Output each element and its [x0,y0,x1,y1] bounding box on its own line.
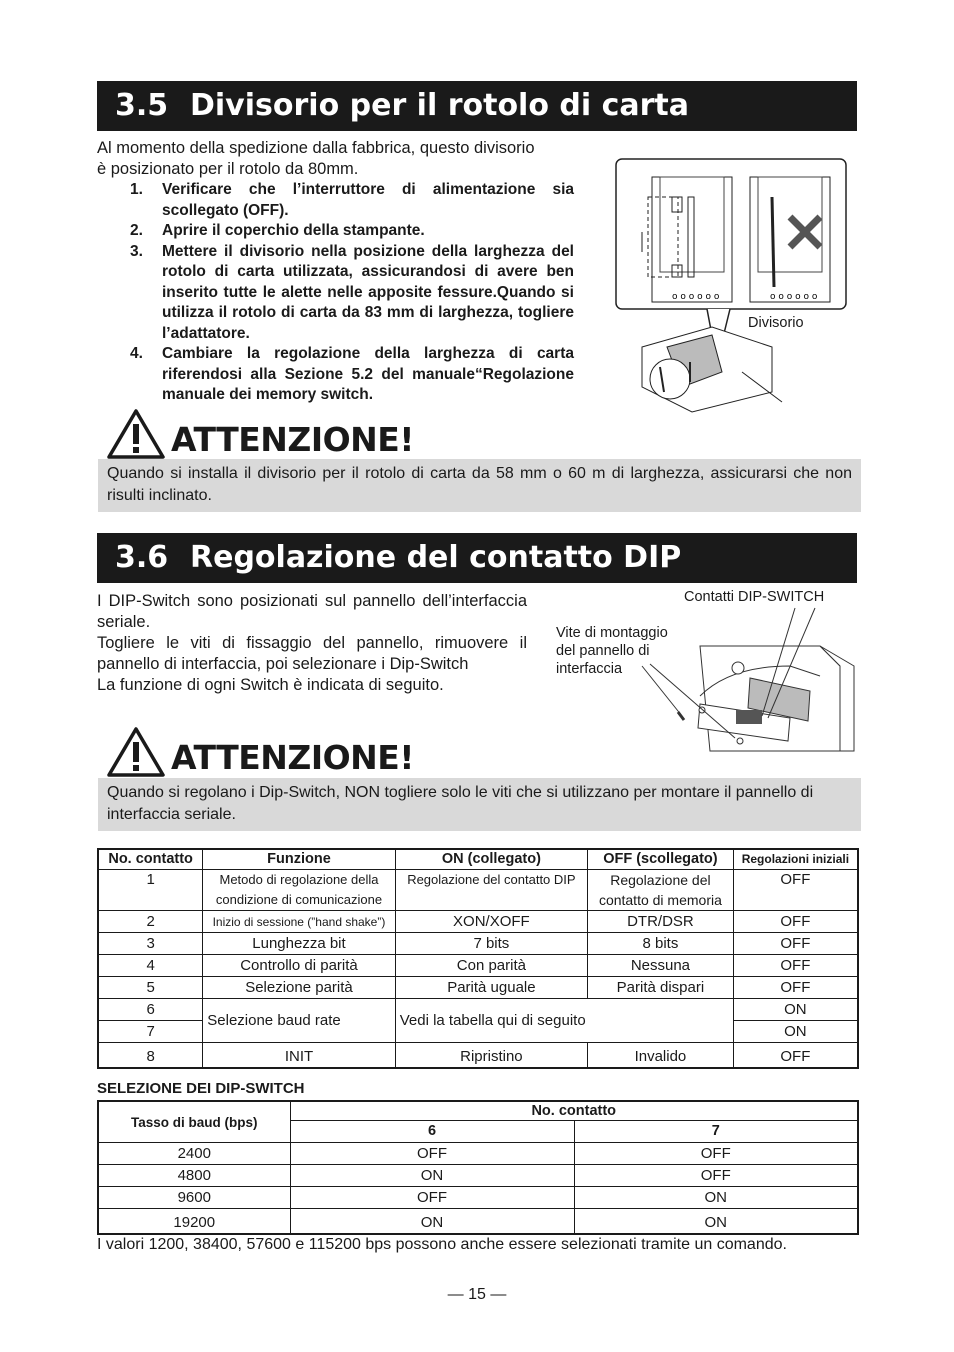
table-cell: 3 [98,933,203,955]
s35-steps-list [130,180,574,406]
warning-text: Quando si installa il divisorio per il rotolo di carta da 58 mm o 60 m di larghezza, assicurarsi che non risulti inclinato. [107,465,852,504]
table-cell: OFF [290,1143,574,1165]
table-row [98,999,858,1021]
screw-label-line: del pannello di [556,643,650,659]
table-cell: 9600 [98,1187,290,1209]
s36-paragraph-2: Togliere le viti di fissaggio del pannello, rimuovere il pannello di interfaccia, poi selezionare i Dip-Switch [97,634,527,673]
table-cell: Lunghezza bit [203,933,395,955]
table-cell: 8 [98,1043,203,1069]
table-row [98,870,858,911]
table-header-row [98,849,858,870]
warning-box [98,459,861,512]
column-header: Regolazioni iniziali [733,849,858,870]
table-cell: XON/XOFF [395,911,587,933]
table-cell: Controllo di parità [203,955,395,977]
table-cell: Regolazione del contatto DIP [395,870,587,911]
step-item [130,344,574,406]
section-number: 3.6 [115,540,169,575]
table-cell: 7 bits [395,933,587,955]
table-cell: OFF [574,1165,858,1187]
table-cell: OFF [290,1187,574,1209]
step-text: Cambiare la regolazione della larghezza di carta riferendosi alla Sezione 5.2 del manuale“Regolazione manuale dei memory switch. [162,345,574,403]
section-number: 3.5 [115,88,169,123]
table-cell: ON [574,1187,858,1209]
dip-switch-illustration [640,606,855,756]
table-cell: Vedi la tabella qui di seguito [395,999,733,1043]
table-cell: Parità dispari [588,977,734,999]
table-cell: Selezione parità [203,977,395,999]
table-cell: OFF [733,955,858,977]
s36-paragraph-3: La funzione di ogni Switch è indicata di seguito. [97,676,444,694]
table-cell: 4800 [98,1165,290,1187]
table-cell: OFF [733,933,858,955]
divider-illustration [612,157,852,417]
svg-text:o o o o o o: o o o o o o [672,292,720,302]
step-text: Aprire il coperchio della stampante. [162,222,425,239]
table-cell: Invalido [588,1043,734,1069]
warning-triangle-icon [106,408,166,460]
table-cell: 7 [98,1021,203,1043]
step-number: 4. [130,345,143,362]
table-row [98,977,858,999]
table-cell: Selezione baud rate [203,999,395,1043]
page-number: — 15 — [447,1286,507,1303]
warning-triangle-icon [106,726,166,778]
s36-paragraph-1: I DIP-Switch sono posizionati sul pannello dell’interfaccia seriale. [97,592,527,631]
step-number: 3. [130,242,143,260]
warning-box [98,778,861,831]
column-header: ON (collegato) [395,849,587,870]
table-cell: 19200 [98,1209,290,1235]
section-3-5-title [97,81,857,131]
table-row [98,1043,858,1069]
column-header: No. contatto [290,1101,858,1121]
step-item [130,221,574,242]
s36-paragraphs [97,591,527,696]
table-cell: 2400 [98,1143,290,1165]
table-cell: OFF [574,1143,858,1165]
section-title-text: Regolazione del contatto DIP [190,540,682,575]
table-cell: ON [733,1021,858,1043]
table-row [98,955,858,977]
step-number: 1. [130,181,143,198]
warning-title: ATTENZIONE! [171,738,414,777]
table-cell: 5 [98,977,203,999]
table-cell: ON [290,1165,574,1187]
column-header: 7 [574,1121,858,1143]
table-row [98,1143,858,1165]
table-cell: 8 bits [588,933,734,955]
s35-intro-line-2: è posizionato per il rotolo da 80mm. [97,160,359,178]
table-row [98,933,858,955]
section-3-6-title [97,533,857,583]
table-cell: INIT [203,1043,395,1069]
table-cell: OFF [733,977,858,999]
column-header: Tasso di baud (bps) [98,1101,290,1143]
table-row [98,1209,858,1235]
table-cell: ON [733,999,858,1021]
divider-figure-label: Divisorio [748,315,804,331]
s35-intro-line-1: Al momento della spedizione dalla fabbrica, questo divisorio [97,139,535,157]
table-cell: ON [574,1209,858,1235]
step-text: Verificare che l’interruttore di alimentazione sia scollegato (OFF). [162,181,574,219]
table-cell: 4 [98,955,203,977]
warning-text: Quando si regolano i Dip-Switch, NON togliere solo le viti che si utilizzano per montare il pannello di interfaccia seriale. [107,784,814,823]
screw-label-line: interfaccia [556,661,623,677]
table-cell: Regolazione del contatto di memoria [588,870,734,911]
baud-rate-note: I valori 1200, 38400, 57600 e 115200 bps possono anche essere selezionati tramite un comando. [97,1236,787,1253]
table-cell: OFF [733,870,858,911]
table-cell: DTR/DSR [588,911,734,933]
step-item [130,242,574,345]
section-title-text: Divisorio per il rotolo di carta [190,88,689,123]
table-cell: Inizio di sessione (”hand shake”) [203,911,395,933]
column-header: OFF (scollegato) [588,849,734,870]
table-cell: Metodo di regolazione della condizione di comunicazione [203,870,395,911]
warning-title: ATTENZIONE! [171,420,414,459]
table-row [98,911,858,933]
table-cell: Nessuna [588,955,734,977]
table-cell: Ripristino [395,1043,587,1069]
baud-rate-table [97,1100,859,1235]
table-row [98,1187,858,1209]
table-row [98,1165,858,1187]
column-header: No. contatto [98,849,203,870]
svg-text:o o o o o o: o o o o o o [770,292,818,302]
table-cell: OFF [733,1043,858,1069]
column-header: Funzione [203,849,395,870]
dip-switch-function-table [97,848,859,1069]
table-cell: OFF [733,911,858,933]
table-cell: 6 [98,999,203,1021]
step-item [130,180,574,221]
table-cell: Con parità [395,955,587,977]
dip-selection-heading: SELEZIONE DEI DIP-SWITCH [97,1080,305,1097]
table-cell: 1 [98,870,203,911]
table-header-row [98,1101,858,1121]
column-header: 6 [290,1121,574,1143]
table-cell: Parità uguale [395,977,587,999]
screw-label-line: Vite di montaggio [556,625,668,641]
table-cell: 2 [98,911,203,933]
step-text: Mettere il divisorio nella posizione della larghezza del rotolo di carta utilizzata, assicurandosi di avere ben inserito tutte le alette nelle apposite fessure.Quando si utilizza il rotolo di carta da 83 mm di larghezza, togliere l’adattatore. [162,242,574,342]
s35-intro [97,138,617,180]
table-cell: ON [290,1209,574,1235]
dip-contacts-label: Contatti DIP-SWITCH [684,589,825,605]
step-number: 2. [130,222,143,239]
